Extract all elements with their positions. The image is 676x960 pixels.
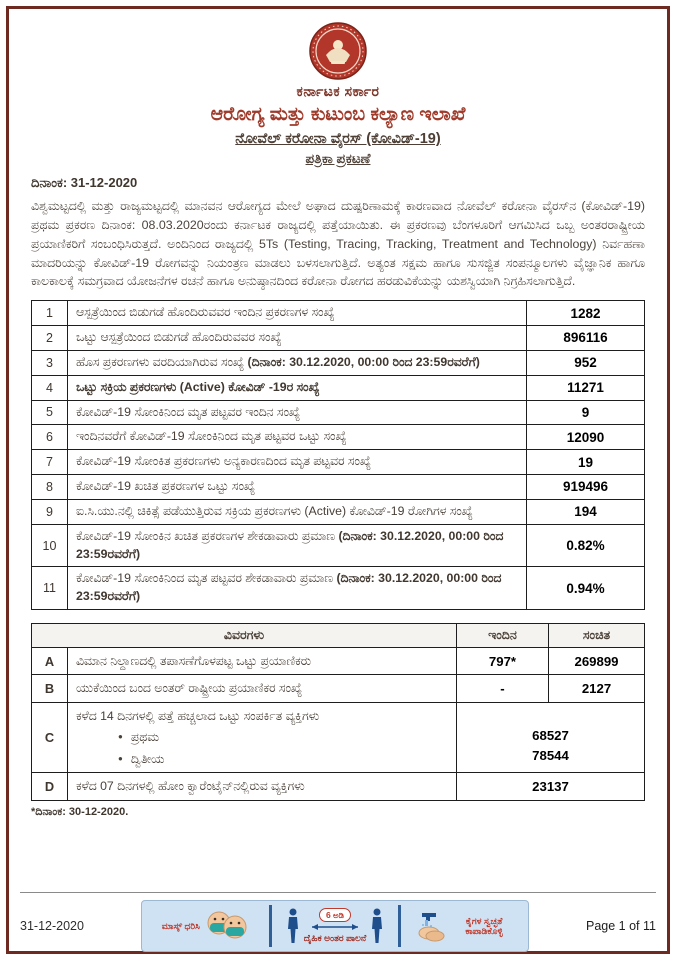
- row-number: 6: [32, 425, 68, 450]
- row-label: [68, 567, 527, 610]
- table-row: [32, 375, 645, 400]
- row-value: 952: [527, 350, 645, 375]
- row-letter: B: [32, 675, 68, 702]
- row-value: 23137: [457, 773, 645, 800]
- row-label: ಯುಕೆಯಿಂದ ಬಂದ ಅಂತರ್ ರಾಷ್ಟ್ರೀಯ ಪ್ರಯಾಣಿಕರ ಸಂಖ್ಯೆ: [68, 675, 457, 702]
- table-footnote: *ದಿನಾಂಕ: 30-12-2020.: [31, 805, 129, 818]
- hand-hygiene-label: ಕೈಗಳ ಸ್ವಚ್ಛತೆ ಕಾಪಾಡಿಕೊಳ್ಳಿ: [465, 915, 503, 936]
- table-row: [32, 773, 645, 800]
- header-today: ಇಂದಿನ: [457, 623, 549, 647]
- table-row: [32, 400, 645, 425]
- document-header: [31, 21, 645, 191]
- banner-distance-section: [272, 901, 399, 951]
- row-value-today: -: [457, 675, 549, 702]
- table-row: [32, 567, 645, 610]
- row-value: 19: [527, 450, 645, 475]
- row-value: 194: [527, 499, 645, 524]
- table-row: [32, 326, 645, 351]
- hand-washing-icon: [414, 909, 448, 943]
- row-label: [68, 425, 527, 450]
- table-row: [32, 350, 645, 375]
- government-emblem-icon: [308, 21, 368, 81]
- row-label: [68, 375, 527, 400]
- table-row: [32, 475, 645, 500]
- row-label-bold: ಒಟ್ಟು ಸಕ್ರಿಯ ಪ್ರಕರಣಗಳು (Active) ಕೋವಿಡ್ -19ರ ಸಂಖ್ಯೆ: [76, 379, 320, 394]
- bulletin-title: ನೋವೆಲ್ ಕರೋನಾ ವೈರಸ್ (ಕೋವಿಡ್-19): [235, 131, 441, 147]
- table-row: [32, 425, 645, 450]
- table-row: [32, 499, 645, 524]
- government-name: ಕರ್ನಾಟಕ ಸರ್ಕಾರ: [296, 83, 380, 99]
- row-value: 9: [527, 400, 645, 425]
- row-label: [68, 475, 527, 500]
- table-row: [32, 647, 645, 674]
- distance-arrow-icon: [306, 922, 364, 932]
- row-number: 9: [32, 499, 68, 524]
- table-header-row: [32, 623, 645, 647]
- table-row: [32, 301, 645, 326]
- row-label: [68, 499, 527, 524]
- emblem-wrap: [31, 21, 645, 81]
- row-value-cumulative: 2127: [549, 675, 645, 702]
- row-number: 5: [32, 400, 68, 425]
- row-number: 10: [32, 524, 68, 567]
- row-label: [68, 450, 527, 475]
- six-feet-badge: 6 ಅಡಿ: [319, 908, 351, 922]
- row-number: 1: [32, 301, 68, 326]
- row-label: [68, 301, 527, 326]
- row-value: 0.82%: [527, 524, 645, 567]
- row-label-text: ಹೊಸ ಪ್ರಕರಣಗಳು ವರದಿಯಾಗಿರುವ ಸಂಖ್ಯೆ: [76, 354, 248, 369]
- row-label-bold: (ದಿನಾಂಕ: 30.12.2020, 00:00 ರಿಂದ 23:59ರವರೆಗೆ): [247, 354, 480, 369]
- contact-value-secondary: 78544: [532, 748, 569, 764]
- distance-label: ದೈಹಿಕ ಅಂತರ ಪಾಲನೆ: [303, 933, 367, 943]
- row-label-text: ಕೋವಿಡ್-19 ಸೋಂಕಿನಿಂದ ಮೃತ ಪಟ್ಟವರ ಇಂದಿನ ಸಂಖ್ಯೆ: [76, 404, 301, 419]
- table-row: [32, 675, 645, 702]
- row-label: [68, 326, 527, 351]
- row-label-text: ಕೋವಿಡ್-19 ಸೋಂಕಿನಿಂದ ಮೃತ ಪಟ್ಟವರ ಶೇಕಡಾವಾರು ಪ್ರಮಾಣ: [76, 571, 337, 586]
- bulletin-date: ದಿನಾಂಕ: 31-12-2020: [31, 175, 138, 190]
- page-number: Page 1 of 11: [586, 919, 656, 933]
- row-label: [68, 524, 527, 567]
- row-letter: A: [32, 647, 68, 674]
- row-value: 896116: [527, 326, 645, 351]
- contact-bullet-secondary: ● ದ್ವಿತೀಯ: [118, 750, 448, 768]
- header-details: ವಿವರಗಳು: [32, 623, 457, 647]
- row-label-text: ಐ.ಸಿ.ಯು.ನಲ್ಲಿ ಚಿಕಿತ್ಸೆ ಪಡೆಯುತ್ತಿರುವ ಸಕ್ರಿಯ ಪ್ರಕರಣಗಳು (Active) ಕೋವಿಡ್-19 ರೋಗಿಗಳ ಸಂಖ್ಯೆ: [76, 503, 473, 518]
- row-number: 11: [32, 567, 68, 610]
- row-label-text: ಇಂದಿನವರೆಗೆ ಕೋವಿಡ್-19 ಸೋಂಕಿನಿಂದ ಮೃತ ಪಟ್ಟವರ ಒಟ್ಟು ಸಂಖ್ಯೆ: [76, 429, 347, 444]
- page-footer: [20, 892, 656, 952]
- press-release-label: ಪತ್ರಿಕಾ ಪ್ರಕಟಣೆ: [305, 151, 371, 166]
- row-number: 3: [32, 350, 68, 375]
- table-row: [32, 702, 645, 772]
- row-value: 1282: [527, 301, 645, 326]
- person-icon: [371, 908, 383, 944]
- row-number: 4: [32, 375, 68, 400]
- page-content: [9, 9, 667, 951]
- row-label: [68, 400, 527, 425]
- department-title: ಆರೋಗ್ಯ ಮತ್ತು ಕುಟುಂಬ ಕಲ್ಯಾಣ ಇಲಾಖೆ: [210, 104, 466, 125]
- row-value: 0.94%: [527, 567, 645, 610]
- covid-stats-table: [31, 300, 645, 610]
- row-label-text: ಕಳೆದ 14 ದಿನಗಳಲ್ಲಿ ಪತ್ತೆ ಹಚ್ಚಲಾದ ಒಟ್ಟು ಸಂಪರ್ಕಿತ ವ್ಯಕ್ತಿಗಳು: [76, 708, 320, 723]
- row-value: 11271: [527, 375, 645, 400]
- row-label-text: ಒಟ್ಟು ಆಸ್ಪತ್ರೆಯಿಂದ ಬಿಡುಗಡೆ ಹೊಂದಿರುವವರ ಸಂಖ್ಯೆ: [76, 330, 282, 345]
- row-values: [457, 702, 645, 772]
- row-label-bold: (ದಿನಾಂಕ: 30.12.2020, 00:00 ರಿಂದ 23:59ರವರೆಗೆ): [76, 528, 504, 561]
- row-letter: C: [32, 702, 68, 772]
- passenger-table: [31, 623, 645, 801]
- row-number: 2: [32, 326, 68, 351]
- mask-label: ಮಾಸ್ಕ್ ಧರಿಸಿ: [161, 920, 200, 931]
- row-label: [68, 350, 527, 375]
- row-label-text: ಕೋವಿಡ್-19 ಖಚಿತ ಪ್ರಕರಣಗಳ ಒಟ್ಟು ಸಂಖ್ಯೆ: [76, 479, 256, 494]
- row-label-text: ಆಸ್ಪತ್ರೆಯಿಂದ ಬಿಡುಗಡೆ ಹೊಂದಿರುವವರ ಇಂದಿನ ಪ್ರಕರಣಗಳ ಸಂಖ್ಯೆ: [76, 305, 335, 320]
- masked-faces-icon: [205, 909, 249, 943]
- row-number: 7: [32, 450, 68, 475]
- covid-awareness-banner: [141, 900, 529, 952]
- row-value: 12090: [527, 425, 645, 450]
- row-value: 919496: [527, 475, 645, 500]
- header-cumulative: ಸಂಚಿತ: [549, 623, 645, 647]
- banner-mask-section: [142, 901, 269, 951]
- row-label-bold: (ದಿನಾಂಕ: 30.12.2020, 00:00 ರಿಂದ 23:59ರವರೆಗೆ): [76, 571, 502, 604]
- contact-value-primary: 68527: [532, 727, 569, 743]
- banner-hygiene-section: [401, 901, 528, 951]
- row-label-text: ಕೋವಿಡ್-19 ಸೋಂಕಿತ ಪ್ರಕರಣಗಳು ಅನ್ಯಕಾರಣದಿಂದ ಮೃತ ಪಟ್ಟವರ ಸಂಖ್ಯೆ: [76, 454, 372, 469]
- row-value-today: 797*: [457, 647, 549, 674]
- contact-bullet-primary: ● ಪ್ರಥಮ: [118, 728, 448, 746]
- row-label: ಕಳೆದ 07 ದಿನಗಳಲ್ಲಿ ಹೋಂ ಕ್ವಾರೆಂಟೈನ್‌ನಲ್ಲಿರುವ ವ್ಯಕ್ತಿಗಳು: [68, 773, 457, 800]
- row-number: 8: [32, 475, 68, 500]
- row-letter: D: [32, 773, 68, 800]
- person-icon: [287, 908, 299, 944]
- row-label: ವಿಮಾನ ನಿಲ್ದಾಣದಲ್ಲಿ ತಪಾಸಣೆಗೊಳಪಟ್ಟ ಒಟ್ಟು ಪ್ರಯಾಣಿಕರು: [68, 647, 457, 674]
- footer-date: 31-12-2020: [20, 919, 84, 933]
- table-row: [32, 524, 645, 567]
- row-label: [68, 702, 457, 772]
- table-row: [32, 450, 645, 475]
- row-value-cumulative: 269899: [549, 647, 645, 674]
- intro-paragraph: ವಿಶ್ವಮಟ್ಟದಲ್ಲಿ ಮತ್ತು ರಾಜ್ಯಮಟ್ಟದಲ್ಲಿ ಮಾನವನ ಆರೋಗ್ಯದ ಮೇಲೆ ಅಘಾದ ದುಷ್ಪರಿಣಾಮಕ್ಕೆ ಕಾರಣವಾದ ನೋವೆಲ್ ಕರೋನಾ ವೈರಸ್‌ನ (ಕೋವಿಡ್-19) ಪ್ರಥಮ ಪ್ರಕರಣ ದಿನಾಂಕ: 08.03.2020ರಂದು ಕರ್ನಾಟಕ ರಾಜ್ಯದಲ್ಲಿ ಪತ್ತೆಯಾಯಿತು. ಈ ಪ್ರಕರಣವು ಬೆಂಗಳೂರಿಗೆ ಆಗಮಿಸಿದ ಒಬ್ಬ ಅಂತರರಾಷ್ಟ್ರೀಯ ಪ್ರಯಾಣಿಕರಿಗೆ ಸಂಬಂಧಿಸಿರುತ್ತದೆ. ಅಂದಿನಿಂದ ರಾಜ್ಯದಲ್ಲಿ 5Ts (Testing, Tracing, Tracking, Treatment and Technology) ನಿರ್ವಹಣಾ ಮಾದರಿಯನ್ನು ಕೋವಿಡ್-19 ರೋಗವನ್ನು ನಿಯಂತ್ರಣ ಮಾಡಲು ಬಳಸಲಾಗುತ್ತಿದೆ. ಅತ್ಯಂತ ಸಕ್ಷಮ ಹಾಗೂ ಸುಸಜ್ಜಿತ ಸಂಪನ್ಮೂಲಗಳು ವೈಜ್ಞಾನಿಕ ಹಾಗೂ ಕಾಲಕಾಲಕ್ಕೆ ಸಮಗ್ರವಾದ ಯೋಜನೆಗಳ ರಚನೆ ಹಾಗೂ ಅನುಷ್ಠಾನದಿಂದ ಕರೋನಾ ರೋಗದ ಹರಡುವಿಕೆಯನ್ನು ಯಶಸ್ವಿಯಾಗಿ ನಿಗ್ರಹಿಸಲಾಗುತ್ತಿದೆ.: [31, 199, 645, 289]
- row-label-text: ಕೋವಿಡ್-19 ಸೋಂಕಿನ ಖಚಿತ ಪ್ರಕರಣಗಳ ಶೇಕಡಾವಾರು ಪ್ರಮಾಣ: [76, 528, 339, 543]
